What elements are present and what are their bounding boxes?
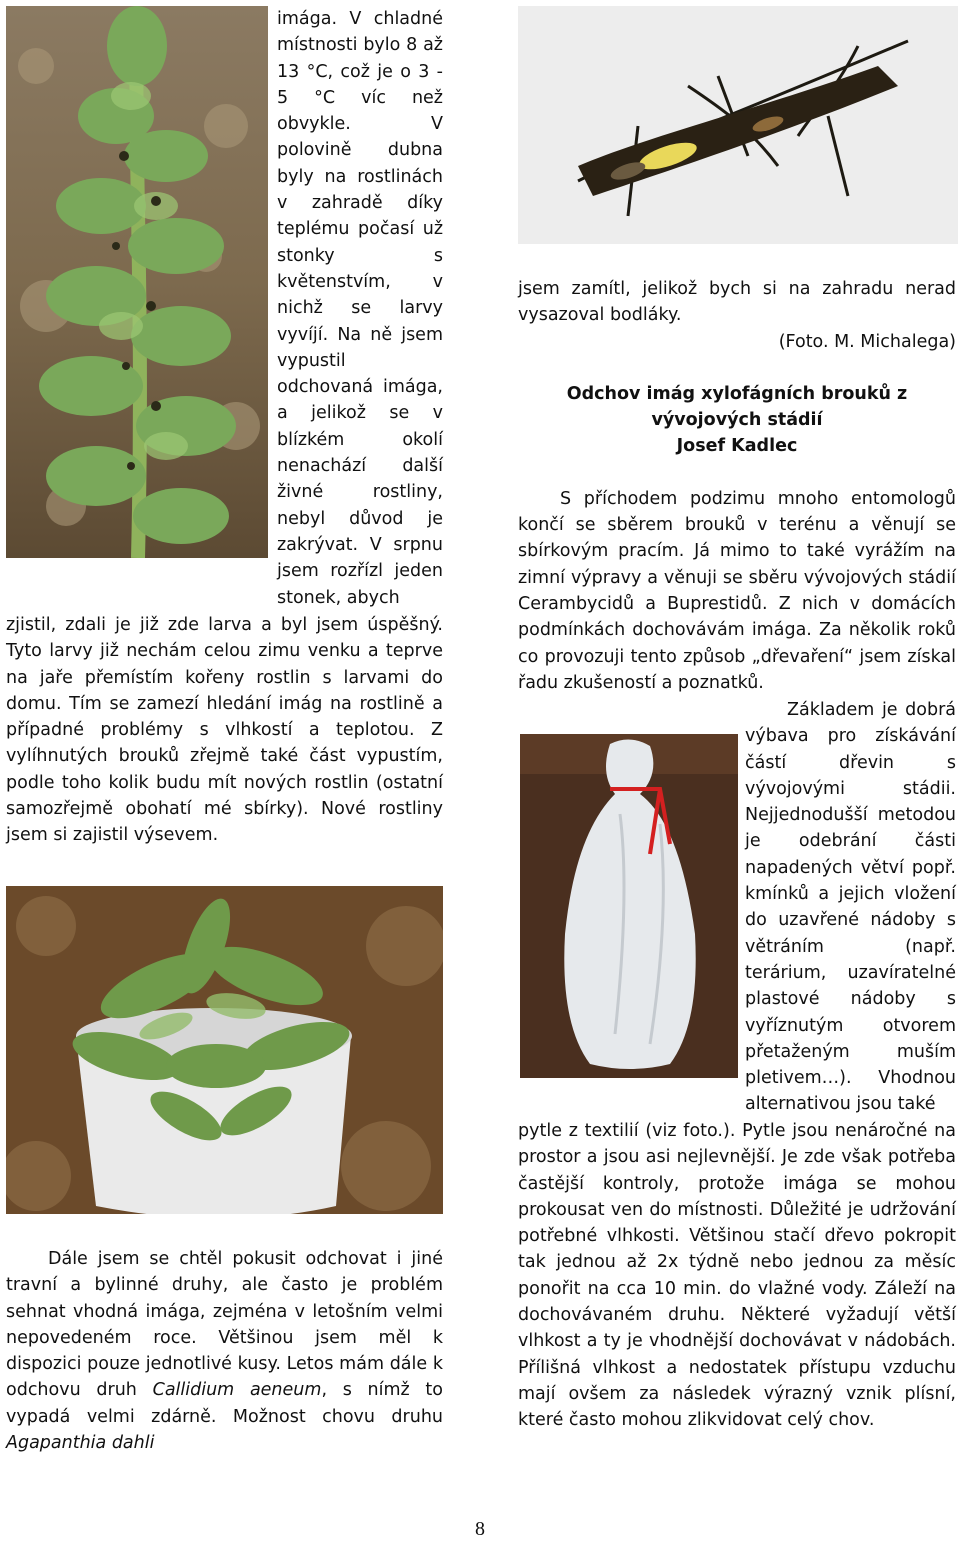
left-full-text [6,612,443,849]
intro-paragraph: S příchodem podzimu mnoho entomologů končí se sběrem brouků v terénu a věnují se sbírkovým pracím. Já mimo to také vyrážím na zimní výpravy a věnuji se sběru vývojových stádií Cerambycidů a Buprestidů. Z nich v domácích podmínkách dochovávám imága. Za několik roků co provozuji tento způsob „dřevaření“ jsem získal řadu zkušeností a poznatků. [518,488,956,693]
article-title: Odchov imág xylofágních brouků z vývojových stádií [566,383,908,431]
species-agapanthia: Agapanthia dahli [6,1433,155,1454]
right-wrapped-paragraph: Základem je dobrá výbava pro získávání částí dřevin s vývojovými stádii. Nejjednodušší metodou je odebrání části napadených větví popř. kmínků a jejich vložení do uzavřené nádoby s větráním (např. terárium, uzavíratelné plastové nádoby s vyříznutým otvorem přetaženým muším pletivem…). Vhodnou alternativou jsou také [745,700,956,1115]
spacer [518,460,956,486]
right-top-paragraph: jsem zamítl, jelikož bych si na zahradu nerad vysazoval bodláky. [518,279,956,326]
plant-stem-photo [6,6,268,558]
species-callidium: Callidium aeneum [152,1380,322,1401]
potted-plants-photo [6,886,443,1214]
photo-credit: (Foto. M. Michalega) [778,331,956,352]
bottom-text-mid: , s nímž to vypadá velmi zdárně. Možnost chovu druhu [6,1380,443,1427]
spacer [518,355,956,381]
bottom-text-start: Dále jsem se chtěl pokusit odchovat i jiné travní a bylinné druhy, ale často je problém sehnat vhodná imága, zejména v letošním velmi nepovedeném roce. Většinou jsem měl k dispozici pouze jednotlivé kusy. Letos mám dále k odchovu druh [6,1249,443,1401]
right-top-text [518,276,956,696]
larva-in-stem-photo [518,6,958,244]
right-full-text [518,1118,956,1434]
left-full-paragraph: zjistil, zdali je již zde larva a byl jsem úspěšný. Tyto larvy již nechám celou zimu venku a teprve na jaře přemístím kořeny rostlin s larvami do domu. Tím se zamezí hledání imág na rostlině a případné problémy s vlhkostí a teplotou. Z vylíhnutých brouků zřejmě také část vypustím, podle toho kolik budu mít nových rostlin (ostatní samozřejmě obohatí mé sbírky). Nové rostliny jsem si zajistil výsevem. [6,615,443,846]
textile-sack-photo [520,734,738,1078]
article-author: Josef Kadlec [676,436,798,457]
left-wrapped-paragraph: imága. V chladné místnosti bylo 8 až 13 °C, což je o 3 - 5 °C víc než obvykle. V polovině dubna byly na rostlinách v zahradě díky teplému počasí už stonky s květenstvím, v nichž se larvy vyvíjí. Na ně jsem vypustil odchovaná imága, a jelikož se v blízkém okolí nenachází další živné rostliny, nebyl důvod je zakrývat. V srpnu jsem rozřízl jeden stonek, abych [277,9,443,608]
left-wrapped-text [277,6,443,611]
page-number: 8 [475,1518,485,1540]
right-full-paragraph: pytle z textilií (viz foto.). Pytle jsou nenáročné na prostor a jsou asi nejlevnější. Je zde však potřeba častější kontroly, protože imága se mohou prokousat ven do místnosti. Důležité je udržování potřebné vlhkosti. Většinou stačí dřevo pokropit tak jednou až 2x týdně nebo jednou za měsíc ponořit na cca 10 min. do vlažné vody. Záleží na dochovávaném druhu. Některé vyžadují větší vlhkost a ty je vhodnější dochovávat v nádobách. Přílišná vlhkost a nedostatek přístupu vzduchu mají ovšem za následek výrazný vznik plísní, které často mohou zlikvidovat celý chov. [518,1121,956,1431]
left-bottom-paragraph [6,1246,443,1456]
left-bottom-text [6,1246,443,1456]
right-wrapped-text [745,697,956,1118]
